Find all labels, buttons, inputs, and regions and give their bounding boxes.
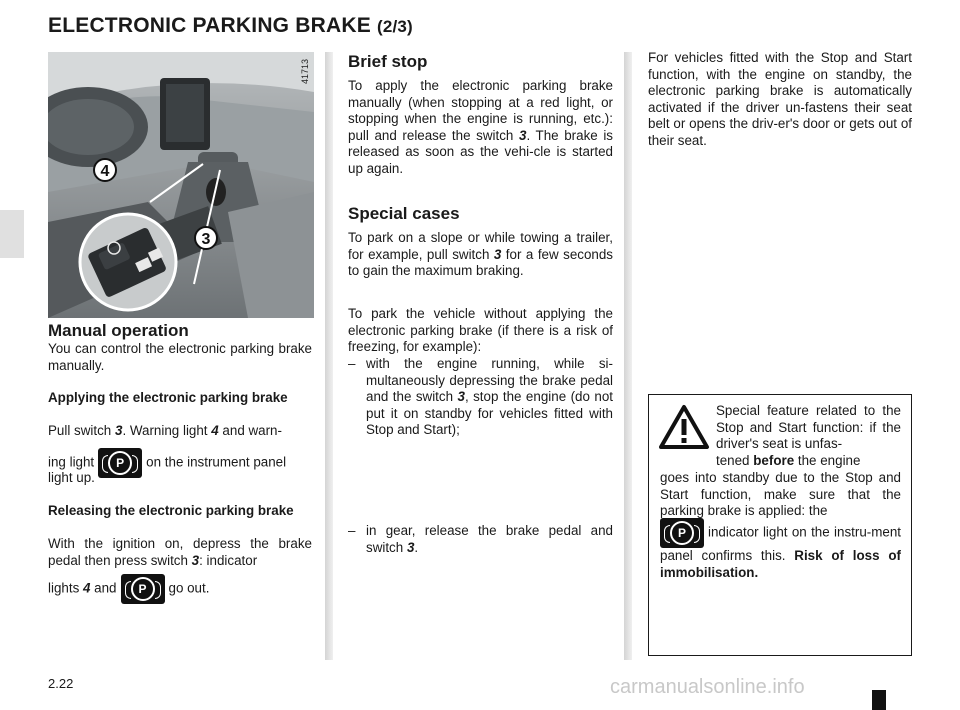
- console-figure: [48, 52, 314, 318]
- warning-text-l3: goes into standby due to the Stop and Start function, make sure that the parking brake is applied: the: [660, 470, 901, 519]
- release-text-line2: lights 4 and P go out.: [48, 574, 312, 604]
- brief-stop-text: To apply the electronic parking brake manually (when stopping at a red light, or stopping when the engine is running, etc.): pull and release the switch 3. The brake is released as soon as the vehi-cle is started up again.: [348, 78, 613, 176]
- warning-text-l2: tened before the engine: [716, 453, 861, 468]
- apply-text-line2: ing light P on the instrument panel: [48, 448, 312, 478]
- figure-ref-id: 41713: [300, 58, 310, 84]
- manual-operation-heading: Manual operation: [48, 321, 189, 340]
- callout-3: 3: [201, 231, 211, 248]
- special-cases-heading: Special cases: [348, 204, 460, 223]
- apply-text-line3: light up.: [48, 470, 95, 485]
- page-number: 2.22: [48, 676, 74, 691]
- release-text: With the ignition on, depress the brake pedal then press switch 3: indicator: [48, 536, 312, 568]
- manual-intro: You can control the electronic parking brake manually.: [48, 341, 312, 373]
- release-heading: Releasing the electronic parking brake: [48, 503, 294, 518]
- stop-start-text: For vehicles fitted with the Stop and Start function, with the engine on standby, the electronic parking brake is automatically activated if the driver un-fastens their seat belt or opens the driv-er's door or gets out of their seat.: [648, 50, 912, 148]
- special-cases-p2: To park the vehicle without applying the electronic parking brake (if there is a risk of freezing, for example):: [348, 306, 613, 355]
- special-cases-p1: To park on a slope or while towing a trailer, for example, pull switch 3 for a few seconds to gain the maximum braking.: [348, 230, 614, 279]
- warning-triangle-icon: [658, 404, 710, 450]
- warning-text-l4: P indicator light on the instru-ment panel confirms this. Risk of loss of immobilisation.: [660, 518, 901, 581]
- watermark: carmanualsonline.info: [610, 676, 805, 698]
- parking-brake-warning-icon: P: [660, 518, 704, 548]
- page-title: ELECTRONIC PARKING BRAKE (2/3): [48, 14, 413, 37]
- corner-mark: [872, 690, 886, 710]
- warning-text-l1: Special feature related to the Stop and Start function: if the driver's seat is unfas-: [716, 403, 901, 452]
- apply-heading: Applying the electronic parking brake: [48, 390, 288, 405]
- apply-text-line1: Pull switch 3. Warning light 4 and warn-: [48, 423, 282, 438]
- list-item: – in gear, release the brake pedal and switch 3.: [348, 523, 613, 556]
- column-divider: [624, 52, 632, 660]
- list-item: – with the engine running, while si-multaneously depressing the brake pedal and the switch 3, stop the engine (do not put it on standby for vehicles fitted with Stop and Start);: [348, 356, 613, 439]
- callout-4: 4: [100, 163, 110, 180]
- brief-stop-heading: Brief stop: [348, 52, 428, 71]
- section-tab: [0, 210, 24, 258]
- column-divider: [325, 52, 333, 660]
- parking-brake-warning-icon: P: [121, 574, 165, 604]
- parking-brake-warning-icon: P: [98, 448, 142, 478]
